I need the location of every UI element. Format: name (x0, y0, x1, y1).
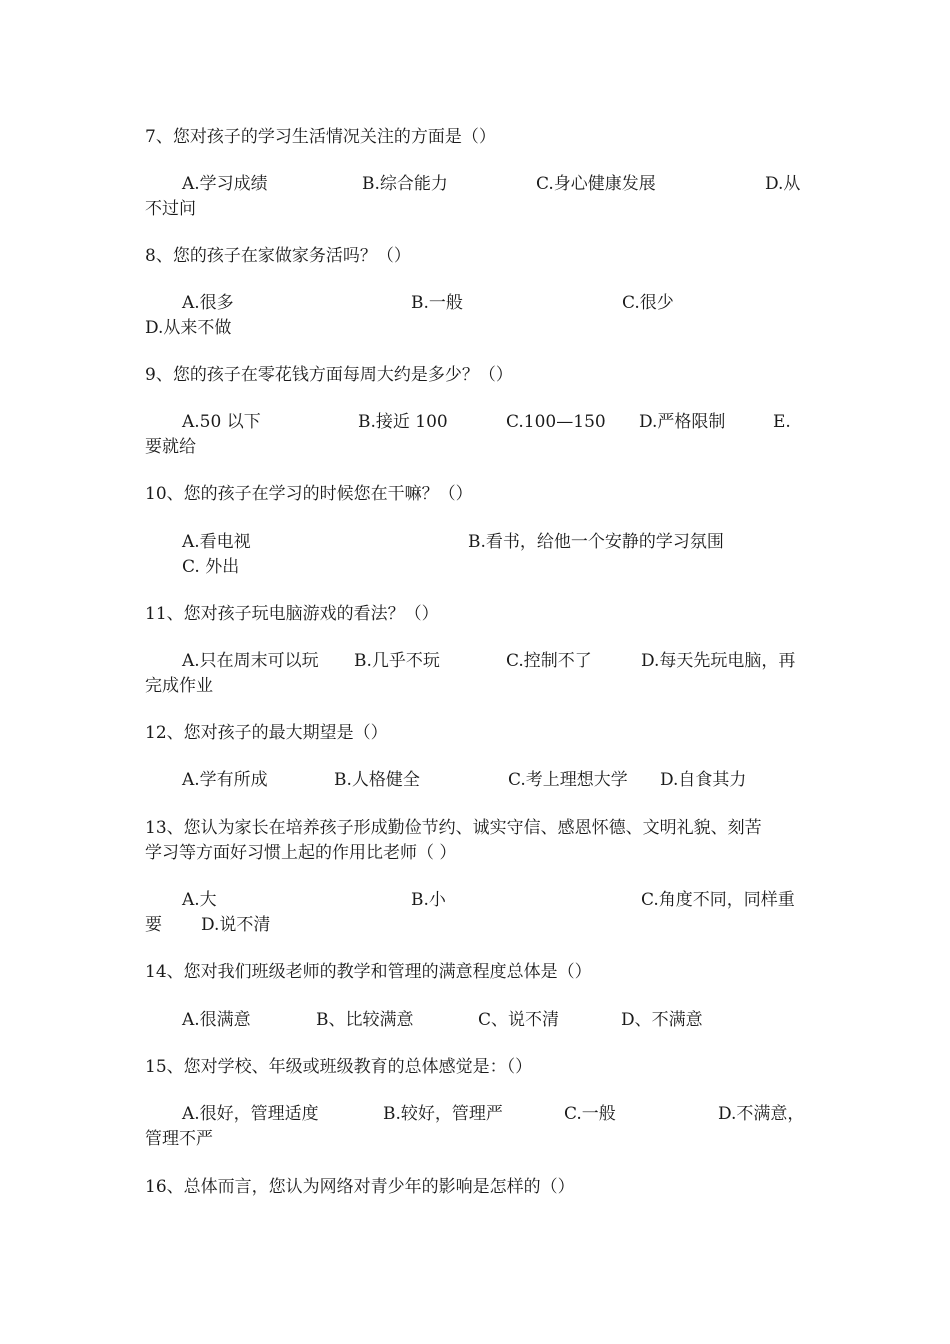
question-15: 15、您对学校、年级或班级教育的总体感觉是：（） (145, 1057, 533, 1077)
question-13-cont: 学习等方面好习惯上起的作用比老师（ ） (145, 843, 457, 863)
q10-option-b: B.看书，给他一个安静的学习氛围 (468, 532, 724, 552)
question-11: 11、您对孩子玩电脑游戏的看法？（） (145, 604, 439, 624)
q7-option-c: C.身心健康发展 (536, 174, 656, 194)
q7-option-b: B.综合能力 (362, 174, 448, 194)
q9-option-a: A.50 以下 (182, 412, 261, 432)
q13-option-b: B.小 (411, 890, 446, 910)
question-10: 10、您的孩子在学习的时候您在干嘛？（） (145, 484, 473, 504)
q12-option-d: D.自食其力 (660, 770, 747, 790)
q15-option-c: C.一般 (564, 1104, 616, 1124)
q15-option-d-cont: 管理不严 (145, 1129, 213, 1149)
q10-option-c: C. 外出 (182, 557, 240, 577)
q13-option-c: C.角度不同，同样重 (641, 890, 795, 910)
q7-option-a: A.学习成绩 (182, 174, 268, 194)
question-16: 16、总体而言，您认为网络对青少年的影响是怎样的（） (145, 1177, 575, 1197)
q8-option-a: A.很多 (182, 293, 234, 313)
q7-option-d-cont: 不过问 (145, 199, 196, 219)
q8-option-c: C.很少 (622, 293, 674, 313)
q13-option-c-cont: 要 (145, 915, 162, 935)
q12-option-b: B.人格健全 (334, 770, 420, 790)
q9-option-d: D.严格限制 (639, 412, 726, 432)
q8-option-b: B.一般 (411, 293, 463, 313)
q15-option-b: B.较好，管理严 (383, 1104, 503, 1124)
question-7: 7、您对孩子的学习生活情况关注的方面是（） (145, 127, 496, 147)
question-13: 13、您认为家长在培养孩子形成勤俭节约、诚实守信、感恩怀德、文明礼貌、刻苦 (145, 818, 762, 838)
q12-option-a: A.学有所成 (182, 770, 268, 790)
q8-option-d: D.从来不做 (145, 318, 232, 338)
q13-option-d: D.说不清 (201, 915, 271, 935)
question-9: 9、您的孩子在零花钱方面每周大约是多少？（） (145, 365, 513, 385)
q10-option-a: A.看电视 (182, 532, 251, 552)
q15-option-d: D.不满意， (718, 1104, 805, 1124)
q9-option-e: E. (773, 412, 791, 432)
question-8: 8、您的孩子在家做家务活吗？（） (145, 246, 411, 266)
q14-option-b: B、比较满意 (316, 1010, 414, 1030)
q15-option-a: A.很好，管理适度 (182, 1104, 319, 1124)
q13-option-a: A.大 (182, 890, 217, 910)
question-14: 14、您对我们班级老师的教学和管理的满意程度总体是（） (145, 962, 592, 982)
q14-option-d: D、不满意 (621, 1010, 703, 1030)
q7-option-d: D.从 (765, 174, 801, 194)
q11-option-d-cont: 完成作业 (145, 676, 213, 696)
q11-option-d: D.每天先玩电脑，再 (641, 651, 796, 671)
q11-option-a: A.只在周末可以玩 (182, 651, 319, 671)
q9-option-e-cont: 要就给 (145, 437, 196, 457)
q9-option-c: C.100—150 (506, 412, 606, 432)
q14-option-c: C、说不清 (478, 1010, 560, 1030)
question-12: 12、您对孩子的最大期望是（） (145, 723, 388, 743)
q11-option-b: B.几乎不玩 (354, 651, 440, 671)
q9-option-b: B.接近 100 (358, 412, 448, 432)
q12-option-c: C.考上理想大学 (508, 770, 628, 790)
q11-option-c: C.控制不了 (506, 651, 592, 671)
q14-option-a: A.很满意 (182, 1010, 251, 1030)
